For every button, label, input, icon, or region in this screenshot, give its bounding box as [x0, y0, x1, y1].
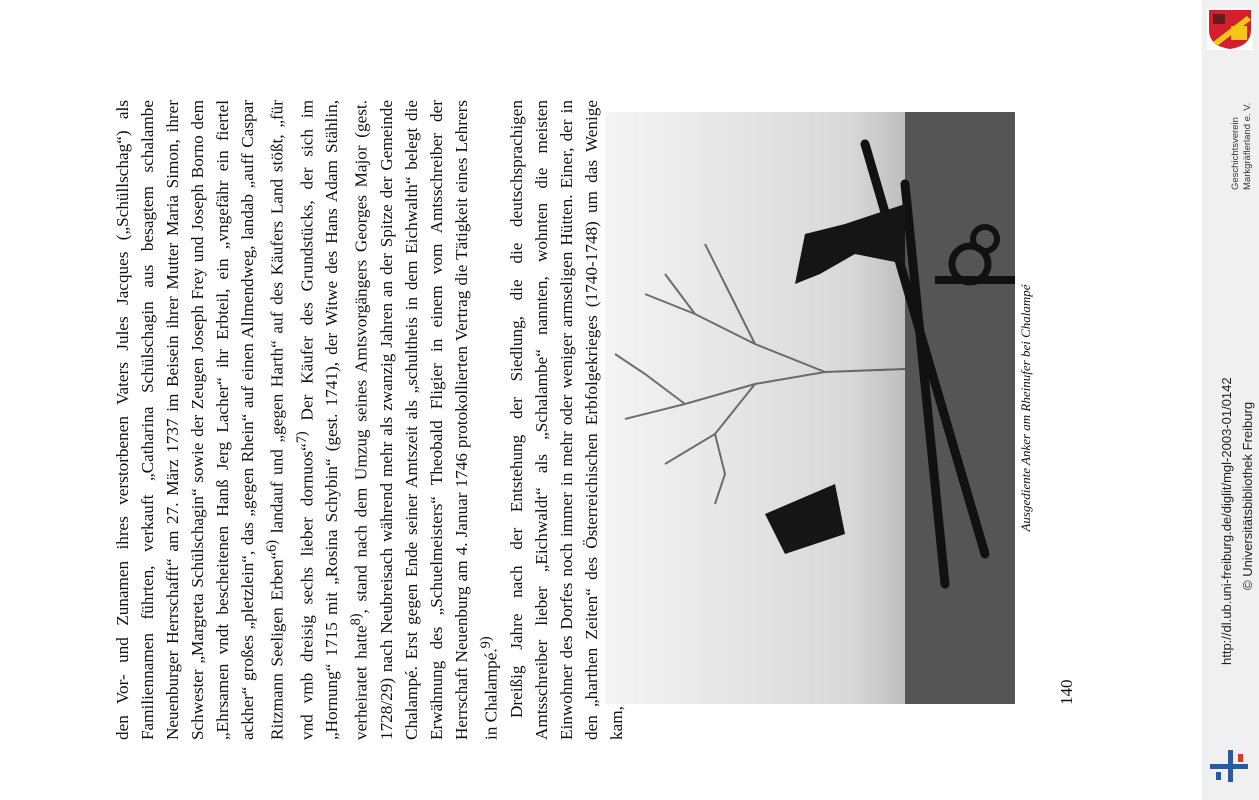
figure-caption: Ausgediente Anker am Rheinufer bei Chalampé	[1018, 284, 1033, 532]
paragraph-2: Dreißig Jahre nach der Entstehung der Siedlung, die die deutschsprachigen Amtsschreiber lieber „Eichwaldt“ als „Schalambe“ nannten, wohnten die meisten Einwohner des Dorfes noch immer in mehr oder weniger armseligen Hütten. Einer, der in den „harthen Zeiten“ des Österreichischen Erbfolgekrieges (1740-1748) um das Wenige kam,	[506, 100, 626, 740]
document-url[interactable]: http://dl.ub.uni-freiburg.de/diglit/mgl-2003-01/0142	[1219, 377, 1234, 665]
university-library-logo-icon	[1208, 748, 1252, 784]
anchor-photo-drawing	[605, 112, 1015, 704]
copyright-notice: © Universitätsbibliothek Freiburg	[1240, 401, 1255, 590]
page-number: 140	[1057, 679, 1076, 705]
society-name: Geschichtsverein	[1230, 117, 1241, 190]
footnote-ref-7: 7)	[293, 431, 310, 444]
paragraph-1	[110, 100, 504, 740]
footnote-ref-6: 6)	[264, 539, 280, 552]
coat-of-arms-icon	[1207, 8, 1253, 50]
footnote-ref-8: 8)	[348, 613, 365, 626]
body-text	[110, 100, 629, 740]
anchor-photo	[605, 112, 1015, 704]
footnote-ref-9: 9)	[478, 636, 495, 649]
society-suffix: Markgräflerland e. V.	[1242, 102, 1253, 190]
paragraph-1-part-3: Der Käufer des Grundstücks, der sich im „Hornung“ 1715 mit „Rosina Schybin“ (gest. 1741), der Witwe des Hans Adam Stählin, verheiratet hatte	[297, 100, 372, 740]
paragraph-1-part-1: den Vor- und Zunamen ihres verstorbenen Vaters Jules Jacques („Schüllschag“) als Familiennamen führten, verkauft „Catharina Schülschagin aus besagtem schalambe Neuenburger Herrschafft“ am 27. März 1737 im Beisein ihrer Mutter Maria Simon, ihrer Schwester „Margreta Schülschagin“ sowie der Zeugen Joseph Frey und Joseph Borno dem „Ehrsamen vndt bescheitenen Hanß Jerg Lacher“ ihr Erbteil, ein „vngefähr ein fiertel ackher“ großes „pletzlein“, das „gegen Rhein“ auf einen Allmendweg, landab „auff Caspar Ritzmann Seeligen Erben“	[113, 100, 287, 740]
paragraph-1-part-2: landauf und „gegen Harth“ auf des Käufers Land stößt, „für vnd vmb dreisig sechs lieber dornuos“	[267, 100, 317, 740]
paragraph-1-part-4: , stand nach dem Umzug seines Amtsvorgängers Georges Major (gest. 1728/29) nach Neubreisach während mehr als zwanzig Jahren an der Spitze der Gemeinde Chalampé. Erst gegen Ende seiner Amtszeit als „schultheis in dem Eichwalth“ belegt die Erwähnung des „Schuelmeisters“ Theobald Fligier in einem vom Amtsschreiber der Herrschaft Neuenburg am 4. Januar 1746 protokollierten Vertrag die Tätigkeit eines Lehrers in Chalampé.	[352, 100, 501, 740]
